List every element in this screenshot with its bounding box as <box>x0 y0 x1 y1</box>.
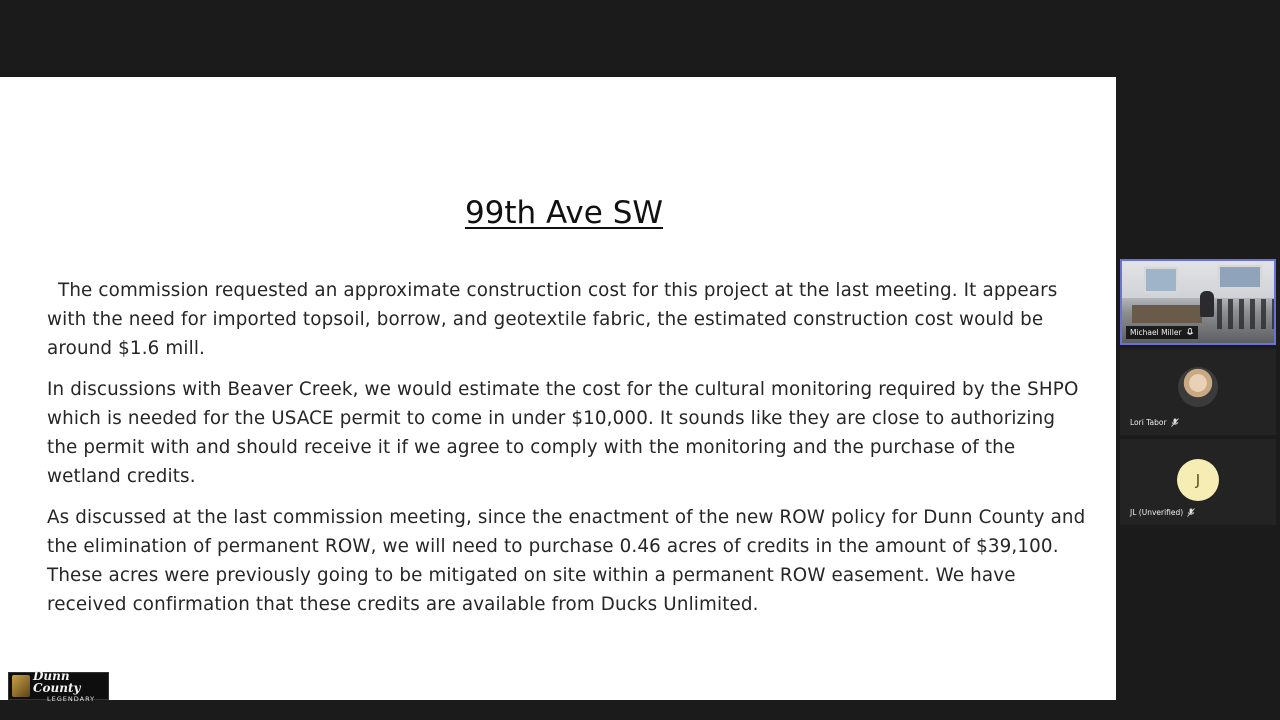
participant-name-label <box>1126 416 1183 429</box>
slide-title: 99th Ave SW <box>464 195 664 231</box>
slide-paragraph-3: As discussed at the last commission meeting, since the enactment of the new ROW policy for Dunn County and the elimination of permanent ROW, we will need to purchase 0.46 acres of credits in the amount of $39,100. These acres were previously going to be mitigated on site within a permanent ROW easement. We have received confirmation that these credits are available from Ducks Unlimited. <box>47 507 1086 615</box>
slide-paragraph-2: In discussions with Beaver Creek, we would estimate the cost for the cultural monitoring required by the SHPO which is needed for the USACE permit to come in under $10,000. It sounds like they are close to authorizing the permit with and should receive it if we agree to comply with the monitoring and the purchase of the wetland credits. <box>47 379 1079 487</box>
participant-name: JL (Unverified) <box>1130 508 1184 517</box>
mic-muted-icon <box>1187 508 1195 517</box>
slide-body <box>47 276 1087 631</box>
mic-muted-icon <box>1171 418 1179 427</box>
mic-icon <box>1186 328 1194 337</box>
logo-line-1: Dunn County <box>33 668 81 695</box>
participant-tile-lori-tabor[interactable] <box>1120 349 1276 435</box>
participant-tile-michael-miller[interactable] <box>1120 259 1276 345</box>
participant-name: Michael Miller <box>1130 328 1182 337</box>
participant-name-label <box>1126 326 1198 339</box>
participant-name: Lori Tabor <box>1130 418 1167 427</box>
shared-screen-slide <box>0 77 1116 700</box>
slide-paragraph-1: The commission requested an approximate construction cost for this project at the last meeting. It appears with the need for imported topsoil, borrow, and geotextile fabric, the estimated construction cost would be around $1.6 mill. <box>47 280 1058 359</box>
county-emblem-icon <box>12 675 30 697</box>
logo-text <box>33 670 108 703</box>
participant-tile-jl-unverified[interactable] <box>1120 439 1276 525</box>
avatar: J <box>1177 459 1219 501</box>
avatar <box>1178 367 1218 407</box>
participant-name-label <box>1126 506 1199 519</box>
dunn-county-logo <box>8 668 109 703</box>
logo-line-2: LEGENDARY <box>47 694 96 703</box>
